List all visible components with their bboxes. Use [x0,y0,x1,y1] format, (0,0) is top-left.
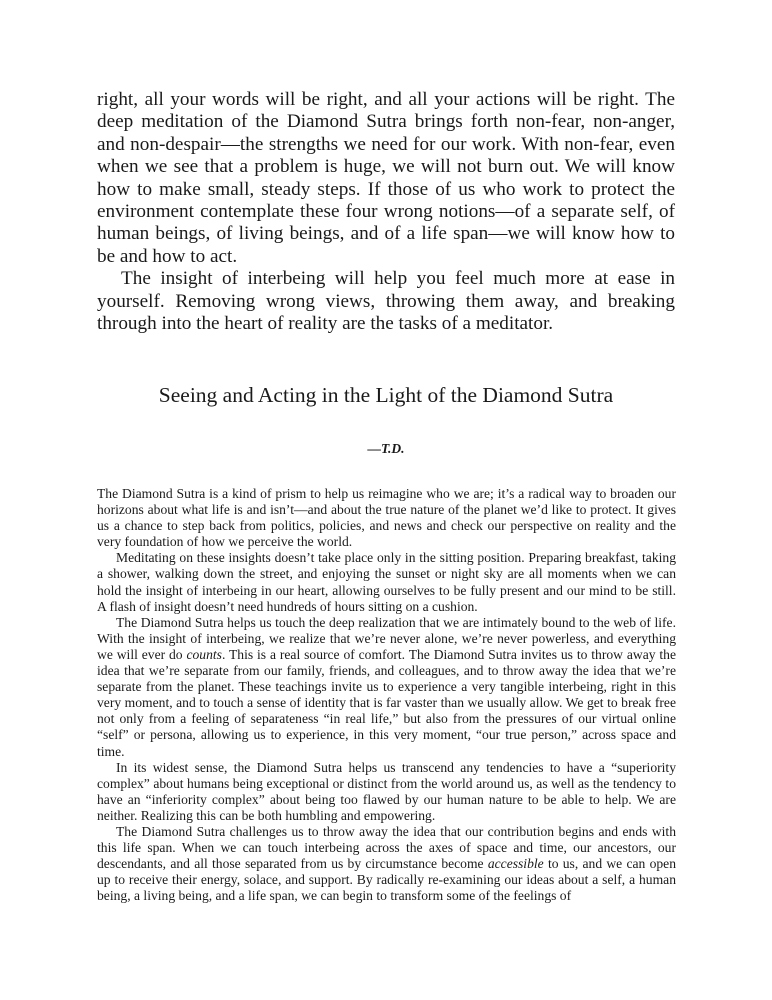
body-paragraph-1: The Diamond Sutra is a kind of prism to help us reimagine who we are; it’s a radical way to broaden our horizons about what life is and isn’t—and about the true nature of the planet we’d like to protect. It gives us a chance to step back from politics, policies, and news and check our perspective on reality and the very foundation of how we perceive the world. [97,486,676,550]
body-paragraph-3-text-b: . This is a real source of comfort. The Diamond Sutra invites us to throw away the idea that we’re separate from our family, friends, and colleagues, and to throw away the idea that we’re separate from the planet. These teachings invite us to experience a very tangible interbeing, right in this very moment, and to touch a sense of identity that is far vaster than we usually allow. We get to break free not only from a feeling of separateness “in real life,” but also from the pressures of our virtual online “self” or persona, allowing us to experience, in this very moment, “our true person,” across space and time. [97,646,677,759]
body-paragraph-5 [97,824,676,904]
paragraph-interbeing: The insight of interbeing will help you feel much more at ease in yourself. Removing wrong views, throwing them away, and breaking through into the heart of reality are the tasks of a meditator. [97,268,675,335]
body-paragraph-3 [97,615,676,760]
body-paragraph-5-text-b: to us, and we can open up to receive their energy, solace, and support. By radically re-examining our ideas about a self, a human being, a living being, and a life span, we can begin to transform some of the feelings of [97,856,676,904]
emphasis-counts: counts [186,646,222,662]
body-paragraph-2: Meditating on these insights doesn’t take place only in the sitting position. Preparing breakfast, taking a shower, walking down the street, and enjoying the sunset or night sky are all moments when we can hold the insight of interbeing in our heart, allowing ourselves to be fully present and our mind to be still. A flash of insight doesn’t need hundreds of hours sitting on a cushion. [97,550,676,614]
section-title: Seeing and Acting in the Light of the Diamond Sutra [158,383,614,407]
emphasis-accessible: accessible [487,856,544,872]
paragraph-continued: right, all your words will be right, and all your actions will be right. The deep meditation of the Diamond Sutra brings forth non-fear, non-anger, and non-despair—the strengths we need for our work. With non-fear, even when we see that a problem is huge, we will not burn out. We will know how to make small, steady steps. If those of us who work to protect the environment contemplate these four wrong notions—of a separate self, of human beings, of living beings, and of a life span—we will know how to be and how to act. [97,89,675,267]
author-byline: —T.D. [367,441,405,456]
body-paragraph-4: In its widest sense, the Diamond Sutra helps us transcend any tendencies to have a “superiority complex” about humans being exceptional or distinct from the world around us, as well as the tendency to have an “inferiority complex” about being too flawed by our human nature to be able to help. We are neither. Realizing this can be both humbling and empowering. [97,759,676,823]
body-paragraph-3-text-a: The Diamond Sutra helps us touch the deep realization that we are intimately bound to the web of life. With the insight of interbeing, we realize that we’re never alone, we’re never powerless, and everything we will ever do [97,614,676,662]
body-paragraph-5-text-a: The Diamond Sutra challenges us to throw away the idea that our contribution begins and ends with this life span. When we can touch interbeing across the axes of space and time, our ancestors, our descendants, and all those separated from us by circumstance become [97,823,676,872]
section-body [97,486,676,904]
upper-text-block [97,89,675,335]
